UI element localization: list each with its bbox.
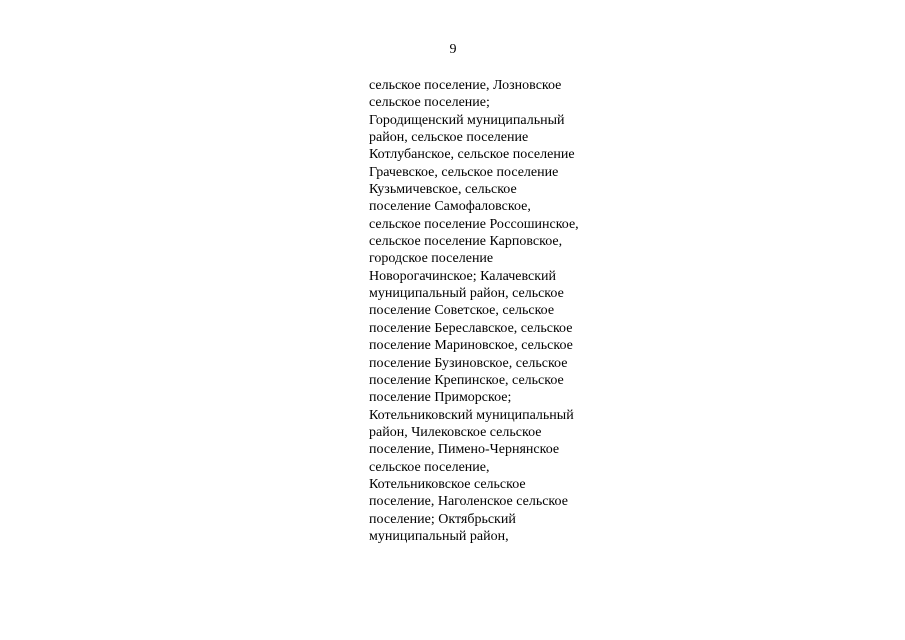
text-line: Котлубанское, сельское поселение [369,147,575,163]
text-line: поселение Советское, сельское [369,303,555,319]
text-line: поселение Береславское, сельское [369,320,573,336]
text-line: сельское поселение Карповское, [369,234,563,250]
text-line: сельское поселение Россошинское, [369,216,579,232]
text-line: Котельниковский муниципальный [369,407,574,423]
text-line: сельское поселение; [369,95,490,111]
text-line: Городищенский муниципальный [369,112,565,128]
text-line: район, Чилековское сельское [369,424,542,440]
text-line: поселение Самофаловское, [369,199,531,215]
text-line: поселение Мариновское, сельское [369,338,573,354]
text-line: район, сельское поселение [369,130,529,146]
text-line: Котельниковское сельское [369,476,526,492]
text-line: Новорогачинское; Калачевский [369,268,557,284]
text-line: поселение, Наголенское сельское [369,494,568,510]
text-line: поселение Бузиновское, сельское [369,355,568,371]
text-line: городское поселение [369,251,494,267]
text-line: сельское поселение, Лозновское [369,78,562,93]
text-line: сельское поселение, [369,459,490,475]
text-line: Грачевское, сельское поселение [369,164,559,180]
text-line: Кузьмичевское, сельское [369,182,517,198]
text-line: поселение; Октябрьский [369,511,516,527]
text-line: муниципальный район, сельское [369,286,564,302]
text-line: поселение Приморское; [369,390,512,406]
page-number: 9 [449,42,457,57]
text-line: поселение, Пимено-Чернянское [369,442,560,458]
text-line: муниципальный район, [369,528,509,544]
text-line: поселение Крепинское, сельское [369,372,564,388]
text-column [369,77,609,545]
